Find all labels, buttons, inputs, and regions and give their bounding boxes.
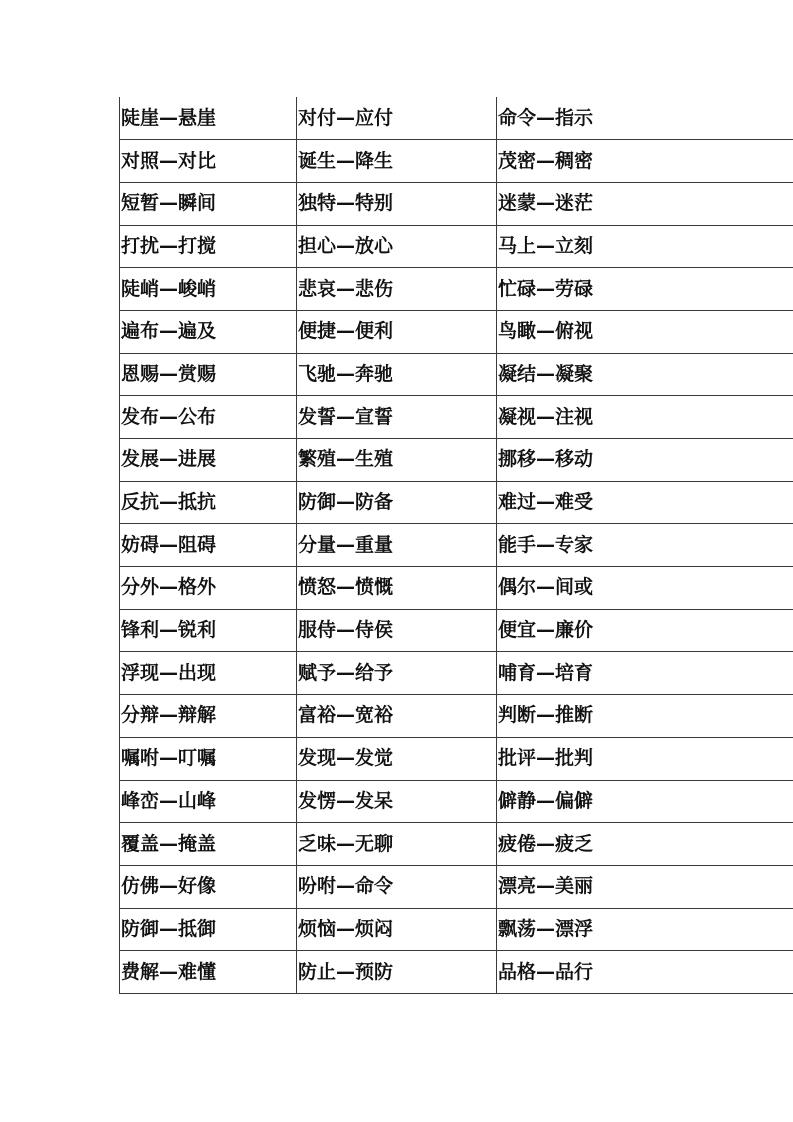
synonym-pair-cell: 费解—难懂 — [120, 951, 297, 994]
synonym-pair-cell: 防御—防备 — [297, 481, 497, 524]
synonym-pair-cell: 哺育—培育 — [497, 652, 793, 695]
synonym-pair-cell: 发誓—宣誓 — [297, 396, 497, 439]
synonym-pair-cell: 命令—指示 — [497, 97, 793, 140]
table-row — [120, 951, 793, 994]
synonym-pair-cell: 挪移—移动 — [497, 439, 793, 482]
table-row — [120, 481, 793, 524]
synonym-table-body — [120, 97, 793, 993]
synonym-pair-cell: 飞驰—奔驰 — [297, 353, 497, 396]
synonym-pair-cell: 偶尔—间或 — [497, 567, 793, 610]
synonym-table — [119, 97, 793, 994]
synonym-pair-cell: 陡峭—峻峭 — [120, 268, 297, 311]
synonym-pair-cell: 凝结—凝聚 — [497, 353, 793, 396]
synonym-pair-cell: 陡崖—悬崖 — [120, 97, 297, 140]
synonym-pair-cell: 恩赐—赏赐 — [120, 353, 297, 396]
synonym-pair-cell: 妨碍—阻碍 — [120, 524, 297, 567]
synonym-pair-cell: 迷蒙—迷茫 — [497, 182, 793, 225]
table-row — [120, 567, 793, 610]
table-row — [120, 609, 793, 652]
table-row — [120, 182, 793, 225]
synonym-pair-cell: 分量—重量 — [297, 524, 497, 567]
synonym-pair-cell: 飘荡—漂浮 — [497, 908, 793, 951]
synonym-pair-cell: 分辩—辩解 — [120, 695, 297, 738]
table-row — [120, 652, 793, 695]
synonym-pair-cell: 判断—推断 — [497, 695, 793, 738]
table-row — [120, 865, 793, 908]
synonym-pair-cell: 分外—格外 — [120, 567, 297, 610]
synonym-pair-cell: 凝视—注视 — [497, 396, 793, 439]
table-row — [120, 225, 793, 268]
synonym-pair-cell: 锋利—锐利 — [120, 609, 297, 652]
synonym-pair-cell: 遍布—遍及 — [120, 310, 297, 353]
synonym-pair-cell: 乏味—无聊 — [297, 823, 497, 866]
synonym-pair-cell: 防御—抵御 — [120, 908, 297, 951]
synonym-pair-cell: 发愣—发呆 — [297, 780, 497, 823]
table-row — [120, 268, 793, 311]
synonym-pair-cell: 发现—发觉 — [297, 737, 497, 780]
synonym-pair-cell: 悲哀—悲伤 — [297, 268, 497, 311]
synonym-pair-cell: 批评—批判 — [497, 737, 793, 780]
synonym-pair-cell: 马上—立刻 — [497, 225, 793, 268]
table-row — [120, 140, 793, 183]
synonym-pair-cell: 忙碌—劳碌 — [497, 268, 793, 311]
synonym-pair-cell: 独特—特别 — [297, 182, 497, 225]
synonym-pair-cell: 仿佛—好像 — [120, 865, 297, 908]
synonym-pair-cell: 鸟瞰—俯视 — [497, 310, 793, 353]
synonym-pair-cell: 发布—公布 — [120, 396, 297, 439]
synonym-pair-cell: 繁殖—生殖 — [297, 439, 497, 482]
synonym-pair-cell: 愤怒—愤慨 — [297, 567, 497, 610]
synonym-pair-cell: 峰峦—山峰 — [120, 780, 297, 823]
synonym-pair-cell: 漂亮—美丽 — [497, 865, 793, 908]
synonym-pair-cell: 防止—预防 — [297, 951, 497, 994]
synonym-pair-cell: 茂密—稠密 — [497, 140, 793, 183]
synonym-pair-cell: 浮现—出现 — [120, 652, 297, 695]
synonym-pair-cell: 疲倦—疲乏 — [497, 823, 793, 866]
synonym-pair-cell: 对付—应付 — [297, 97, 497, 140]
synonym-pair-cell: 赋予—给予 — [297, 652, 497, 695]
synonym-pair-cell: 服侍—侍侯 — [297, 609, 497, 652]
synonym-pair-cell: 对照—对比 — [120, 140, 297, 183]
table-row — [120, 310, 793, 353]
table-row — [120, 695, 793, 738]
synonym-pair-cell: 烦恼—烦闷 — [297, 908, 497, 951]
table-row — [120, 823, 793, 866]
synonym-pair-cell: 便宜—廉价 — [497, 609, 793, 652]
table-row — [120, 737, 793, 780]
synonym-pair-cell: 吩咐—命令 — [297, 865, 497, 908]
synonym-pair-cell: 能手—专家 — [497, 524, 793, 567]
synonym-pair-cell: 嘱咐—叮嘱 — [120, 737, 297, 780]
synonym-pair-cell: 诞生—降生 — [297, 140, 497, 183]
synonym-pair-cell: 反抗—抵抗 — [120, 481, 297, 524]
synonym-pair-cell: 打扰—打搅 — [120, 225, 297, 268]
synonym-pair-cell: 担心—放心 — [297, 225, 497, 268]
synonym-pair-cell: 富裕—宽裕 — [297, 695, 497, 738]
table-row — [120, 780, 793, 823]
synonym-pair-cell: 难过—难受 — [497, 481, 793, 524]
synonym-pair-cell: 覆盖—掩盖 — [120, 823, 297, 866]
table-row — [120, 439, 793, 482]
table-row — [120, 97, 793, 140]
table-row — [120, 396, 793, 439]
synonym-pair-cell: 品格—品行 — [497, 951, 793, 994]
synonym-pair-cell: 便捷—便利 — [297, 310, 497, 353]
table-row — [120, 353, 793, 396]
synonym-pair-cell: 僻静—偏僻 — [497, 780, 793, 823]
synonym-pair-cell: 短暂—瞬间 — [120, 182, 297, 225]
synonym-pair-cell: 发展—进展 — [120, 439, 297, 482]
table-row — [120, 524, 793, 567]
table-row — [120, 908, 793, 951]
